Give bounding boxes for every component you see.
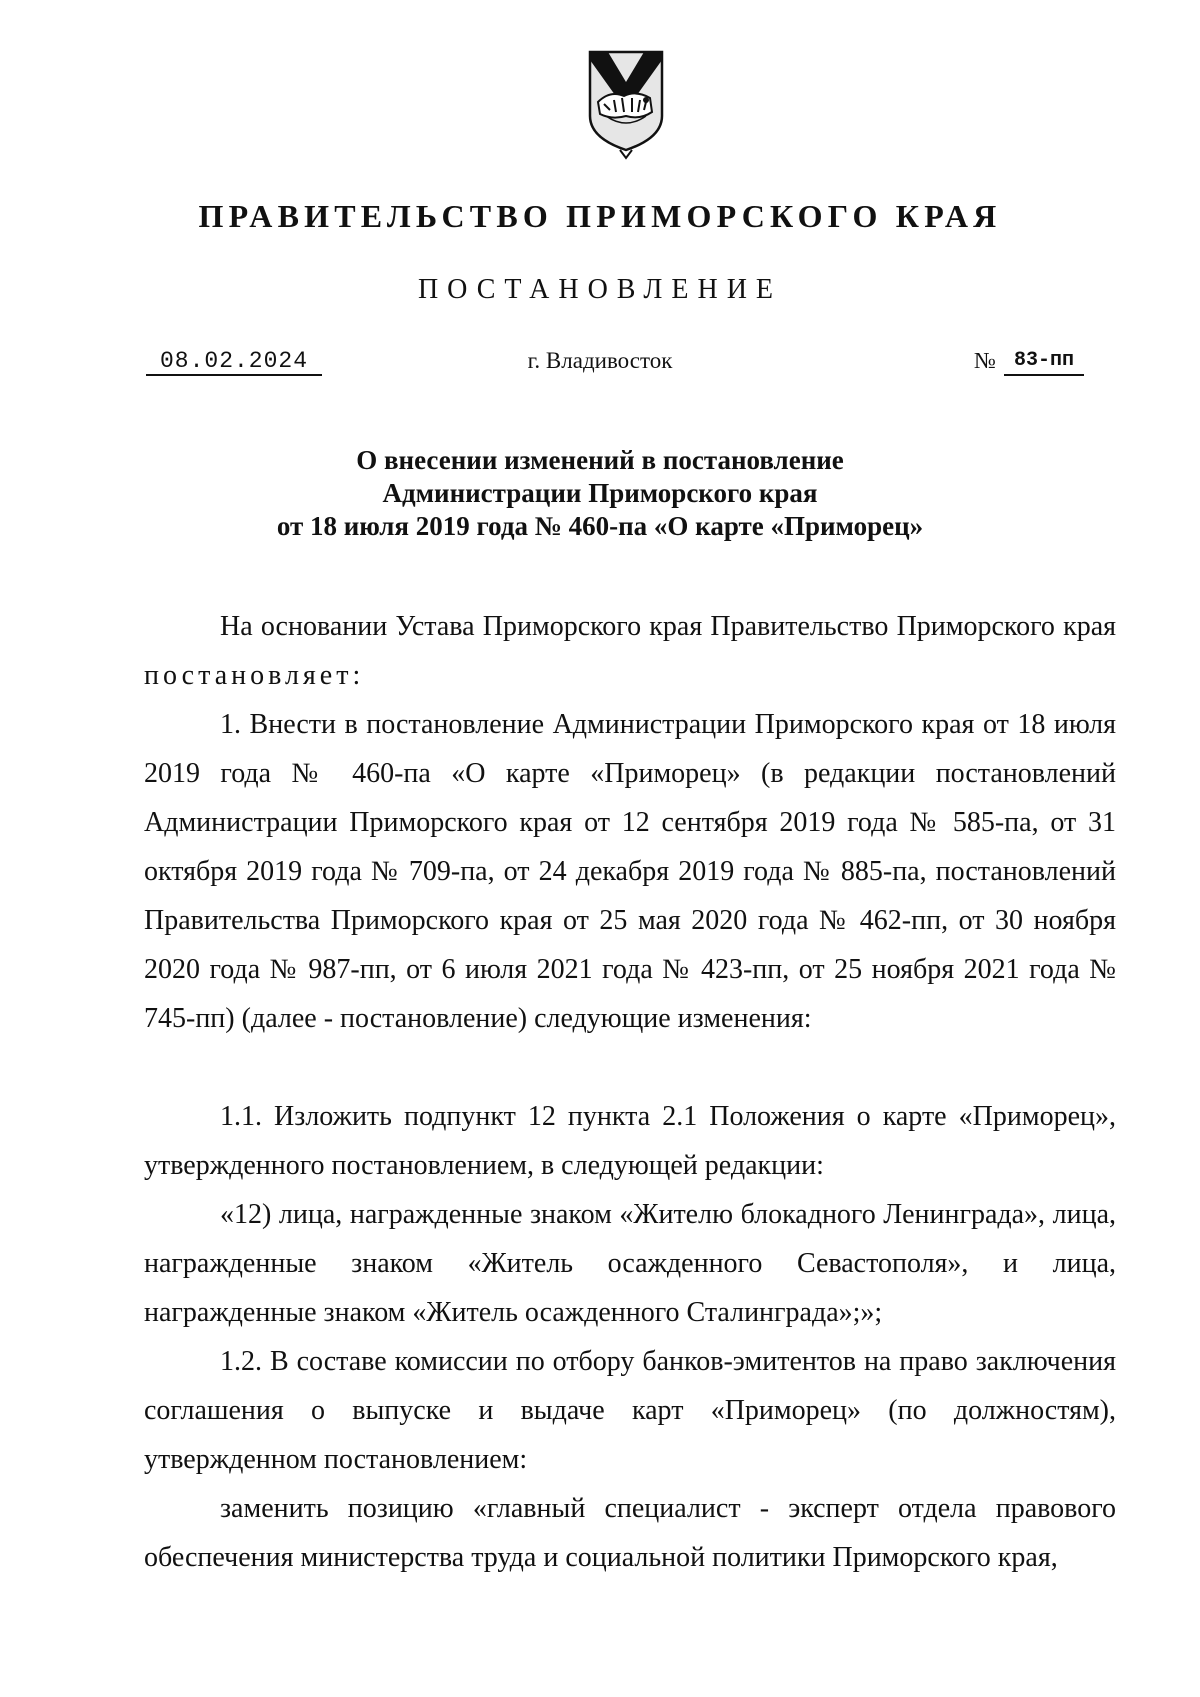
document-city: г. Владивосток bbox=[527, 348, 673, 373]
document-date: 08.02.2024 bbox=[146, 348, 322, 376]
coat-of-arms-emblem bbox=[586, 46, 666, 160]
document-heading bbox=[0, 444, 1200, 543]
item-1-paragraph: 1. Внести в постановление Администрации Приморского края от 18 июля 2019 года № 460-па «О карте «Приморец» (в редакции постановлений Администрации Приморского края от 12 сентября 2019 года № 585-па, от 31 октября 2019 года № 709-па, от 24 декабря 2019 года № 885-па, постановлений Правительства Приморского края от 25 мая 2020 года № 462-пп, от 30 ноября 2020 года № 987-пп, от 6 июля 2021 года № 423-пп, от 25 ноября 2021 года № 745-пп) (далее - постановление) следующие изменения: bbox=[144, 709, 1116, 1034]
item-1-1-paragraph: 1.1. Изложить подпункт 12 пункта 2.1 Положения о карте «Приморец», утвержденного постановлением, в следующей редакции: bbox=[144, 1101, 1116, 1181]
number-sign: № bbox=[974, 348, 996, 373]
organization-title: ПРАВИТЕЛЬСТВО ПРИМОРСКОГО КРАЯ bbox=[198, 198, 1002, 234]
heading-line: от 18 июля 2019 года № 460-па «О карте «Приморец» bbox=[276, 511, 924, 541]
preamble-paragraph bbox=[144, 602, 1116, 700]
preamble-verb: постановляет: bbox=[144, 660, 365, 691]
document-number: 83-пп bbox=[1004, 348, 1084, 376]
document-type: ПОСТАНОВЛЕНИЕ bbox=[417, 274, 783, 305]
item-1-1-quote-paragraph: «12) лица, награжденные знаком «Жителю блокадного Ленинграда», лица, награжденные знаком «Житель осажденного Севастополя», и лица, награжденные знаком «Житель осажденного Сталинграда»;»; bbox=[144, 1199, 1116, 1328]
item-1-2-replace-paragraph: заменить позицию «главный специалист - эксперт отдела правового обеспечения министерства труда и социальной политики Приморского края, bbox=[144, 1493, 1116, 1573]
heading-line: О внесении изменений в постановление bbox=[356, 445, 844, 475]
preamble-text: На основании Устава Приморского края Правительство Приморского края bbox=[220, 611, 1116, 642]
heading-line: Администрации Приморского края bbox=[382, 478, 818, 508]
item-1-2-paragraph: 1.2. В составе комиссии по отбору банков-эмитентов на право заключения соглашения о выпуске и выдаче карт «Приморец» (по должностям), утвержденном постановлением: bbox=[144, 1346, 1116, 1475]
